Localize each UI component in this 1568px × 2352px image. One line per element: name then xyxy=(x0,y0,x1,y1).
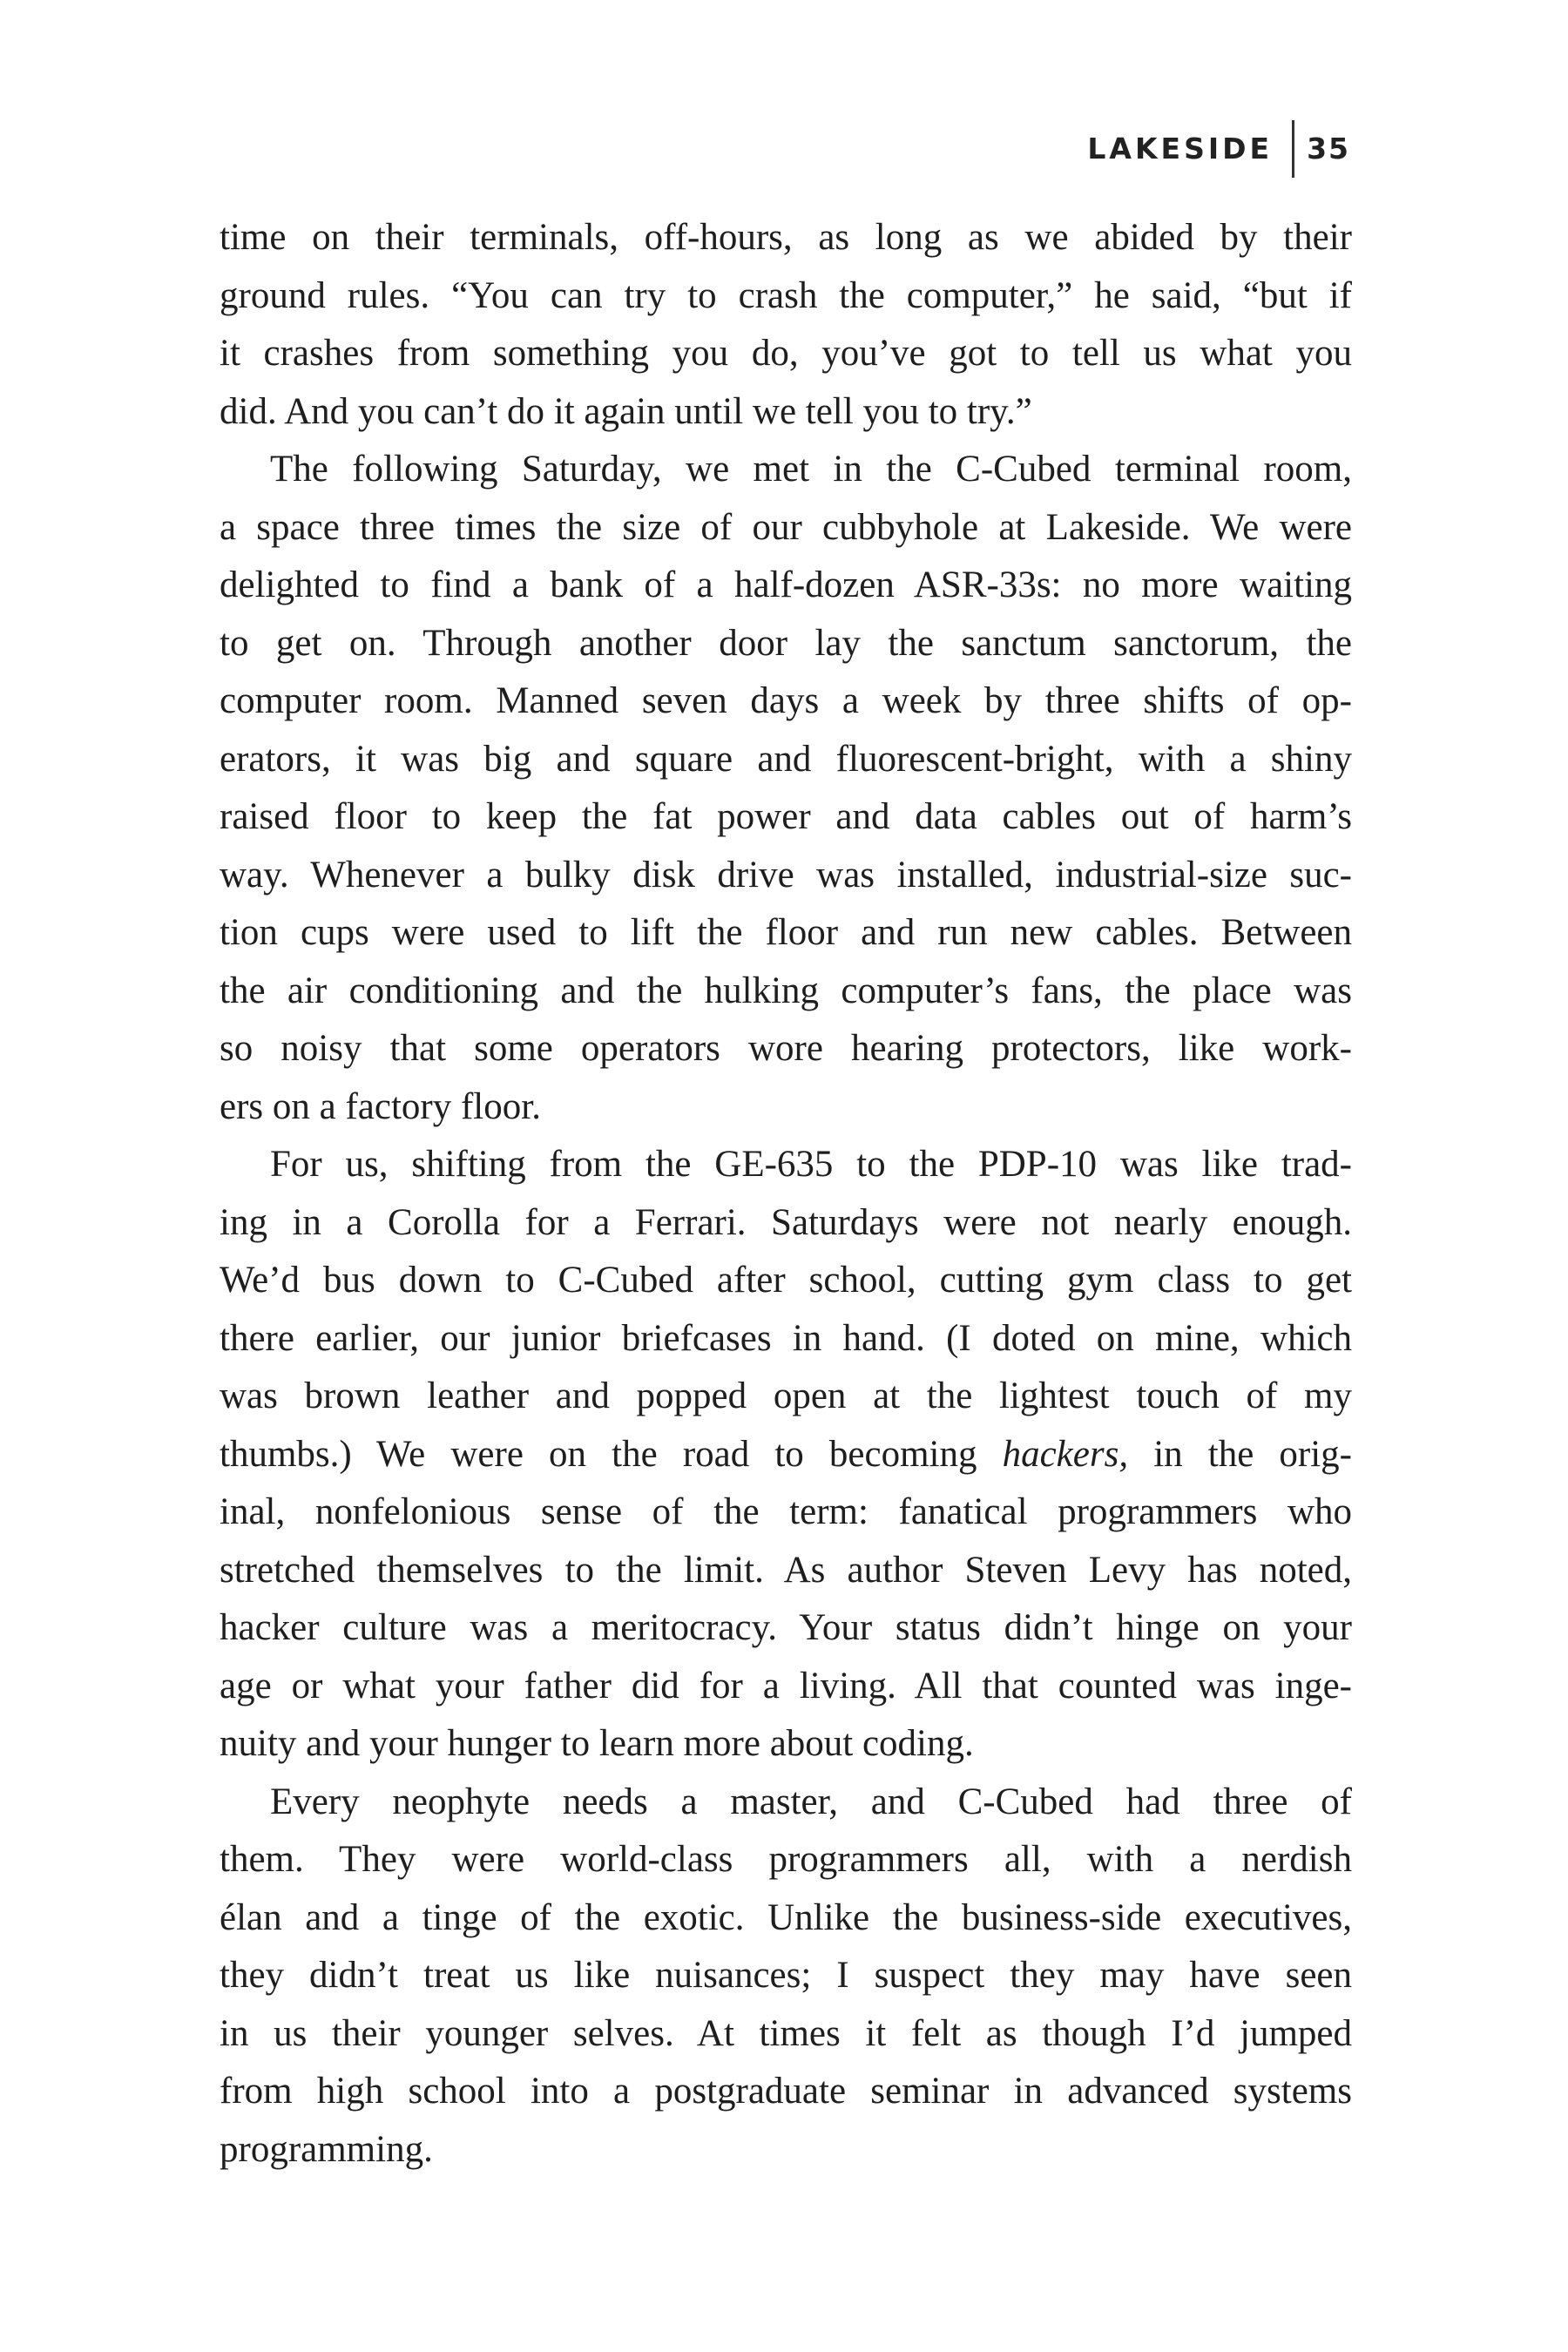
text-line: did. And you can’t do it again until we tell you to try.” xyxy=(220,390,1032,432)
text-line: they didn’t treat us like nuisances; I suspect they may have seen xyxy=(220,1955,1352,1996)
text-line: élan and a tinge of the exotic. Unlike the business-side executives, xyxy=(220,1896,1352,1938)
text-line: in us their younger selves. At times it felt as though I’d jumped xyxy=(220,2012,1352,2054)
text-line: ing in a Corolla for a Ferrari. Saturdays were not nearly enough. xyxy=(220,1201,1352,1243)
text-line: it crashes from something you do, you’ve got to tell us what you xyxy=(220,333,1352,374)
text-line: ground rules. “You can try to crash the computer,” he said, “but if xyxy=(220,274,1352,316)
running-header xyxy=(1087,118,1350,179)
text-line: tion cups were used to lift the floor and run new cables. Between xyxy=(220,912,1352,953)
text-line: raised floor to keep the fat power and data cables out of harm’s xyxy=(220,796,1352,837)
text-line: to get on. Through another door lay the sanctum sanctorum, the xyxy=(220,622,1352,664)
text-line: there earlier, our junior briefcases in hand. (I doted on mine, which xyxy=(220,1317,1352,1359)
text-line: programming. xyxy=(220,2128,433,2170)
text-line: erators, it was big and square and fluorescent-bright, with a shiny xyxy=(220,738,1352,780)
text-segment: in the orig- xyxy=(1128,1433,1352,1475)
text-line: the air conditioning and the hulking computer’s fans, the place was xyxy=(220,970,1352,1011)
text-segment: thumbs.) We were on the road to becoming xyxy=(220,1433,1003,1475)
text-line: We’d bus down to C-Cubed after school, cutting gym class to get xyxy=(220,1260,1352,1301)
running-head-title: LAKESIDE xyxy=(1087,132,1274,166)
text-line: For us, shifting from the GE-635 to the PDP-10 was like trad- xyxy=(270,1144,1352,1185)
text-line: a space three times the size of our cubbyhole at Lakeside. We were xyxy=(220,506,1352,548)
page-number: 35 xyxy=(1307,132,1350,166)
text-line: so noisy that some operators wore hearing protectors, like work- xyxy=(220,1028,1352,1069)
text-line: stretched themselves to the limit. As author Steven Levy has noted, xyxy=(220,1549,1352,1591)
text-line: nuity and your hunger to learn more about coding. xyxy=(220,1723,974,1764)
text-line: them. They were world-class programmers all, with a nerdish xyxy=(220,1839,1352,1880)
text-line: way. Whenever a bulky disk drive was installed, industrial-size suc- xyxy=(220,854,1352,896)
text-line: computer room. Manned seven days a week by three shifts of op- xyxy=(220,680,1352,721)
text-line: delighted to find a bank of a half-dozen ASR-33s: no more waiting xyxy=(220,564,1352,605)
text-line: Every neophyte needs a master, and C-Cubed had three of xyxy=(270,1781,1352,1822)
body-text xyxy=(220,209,1352,2179)
italic-term: hackers, xyxy=(1002,1433,1129,1475)
text-line: time on their terminals, off-hours, as long as we abided by their xyxy=(220,217,1352,258)
header-divider xyxy=(1292,120,1294,178)
text-line xyxy=(220,1426,1352,1484)
text-line: ers on a factory floor. xyxy=(220,1085,541,1127)
text-line: The following Saturday, we met in the C-Cubed terminal room, xyxy=(270,449,1352,490)
text-line: age or what your father did for a living. All that counted was inge- xyxy=(220,1665,1352,1707)
text-line: hacker culture was a meritocracy. Your status didn’t hinge on your xyxy=(220,1607,1352,1648)
text-line: was brown leather and popped open at the lightest touch of my xyxy=(220,1375,1352,1416)
text-line: from high school into a postgraduate seminar in advanced systems xyxy=(220,2071,1352,2112)
text-line: inal, nonfelonious sense of the term: fanatical programmers who xyxy=(220,1491,1352,1532)
